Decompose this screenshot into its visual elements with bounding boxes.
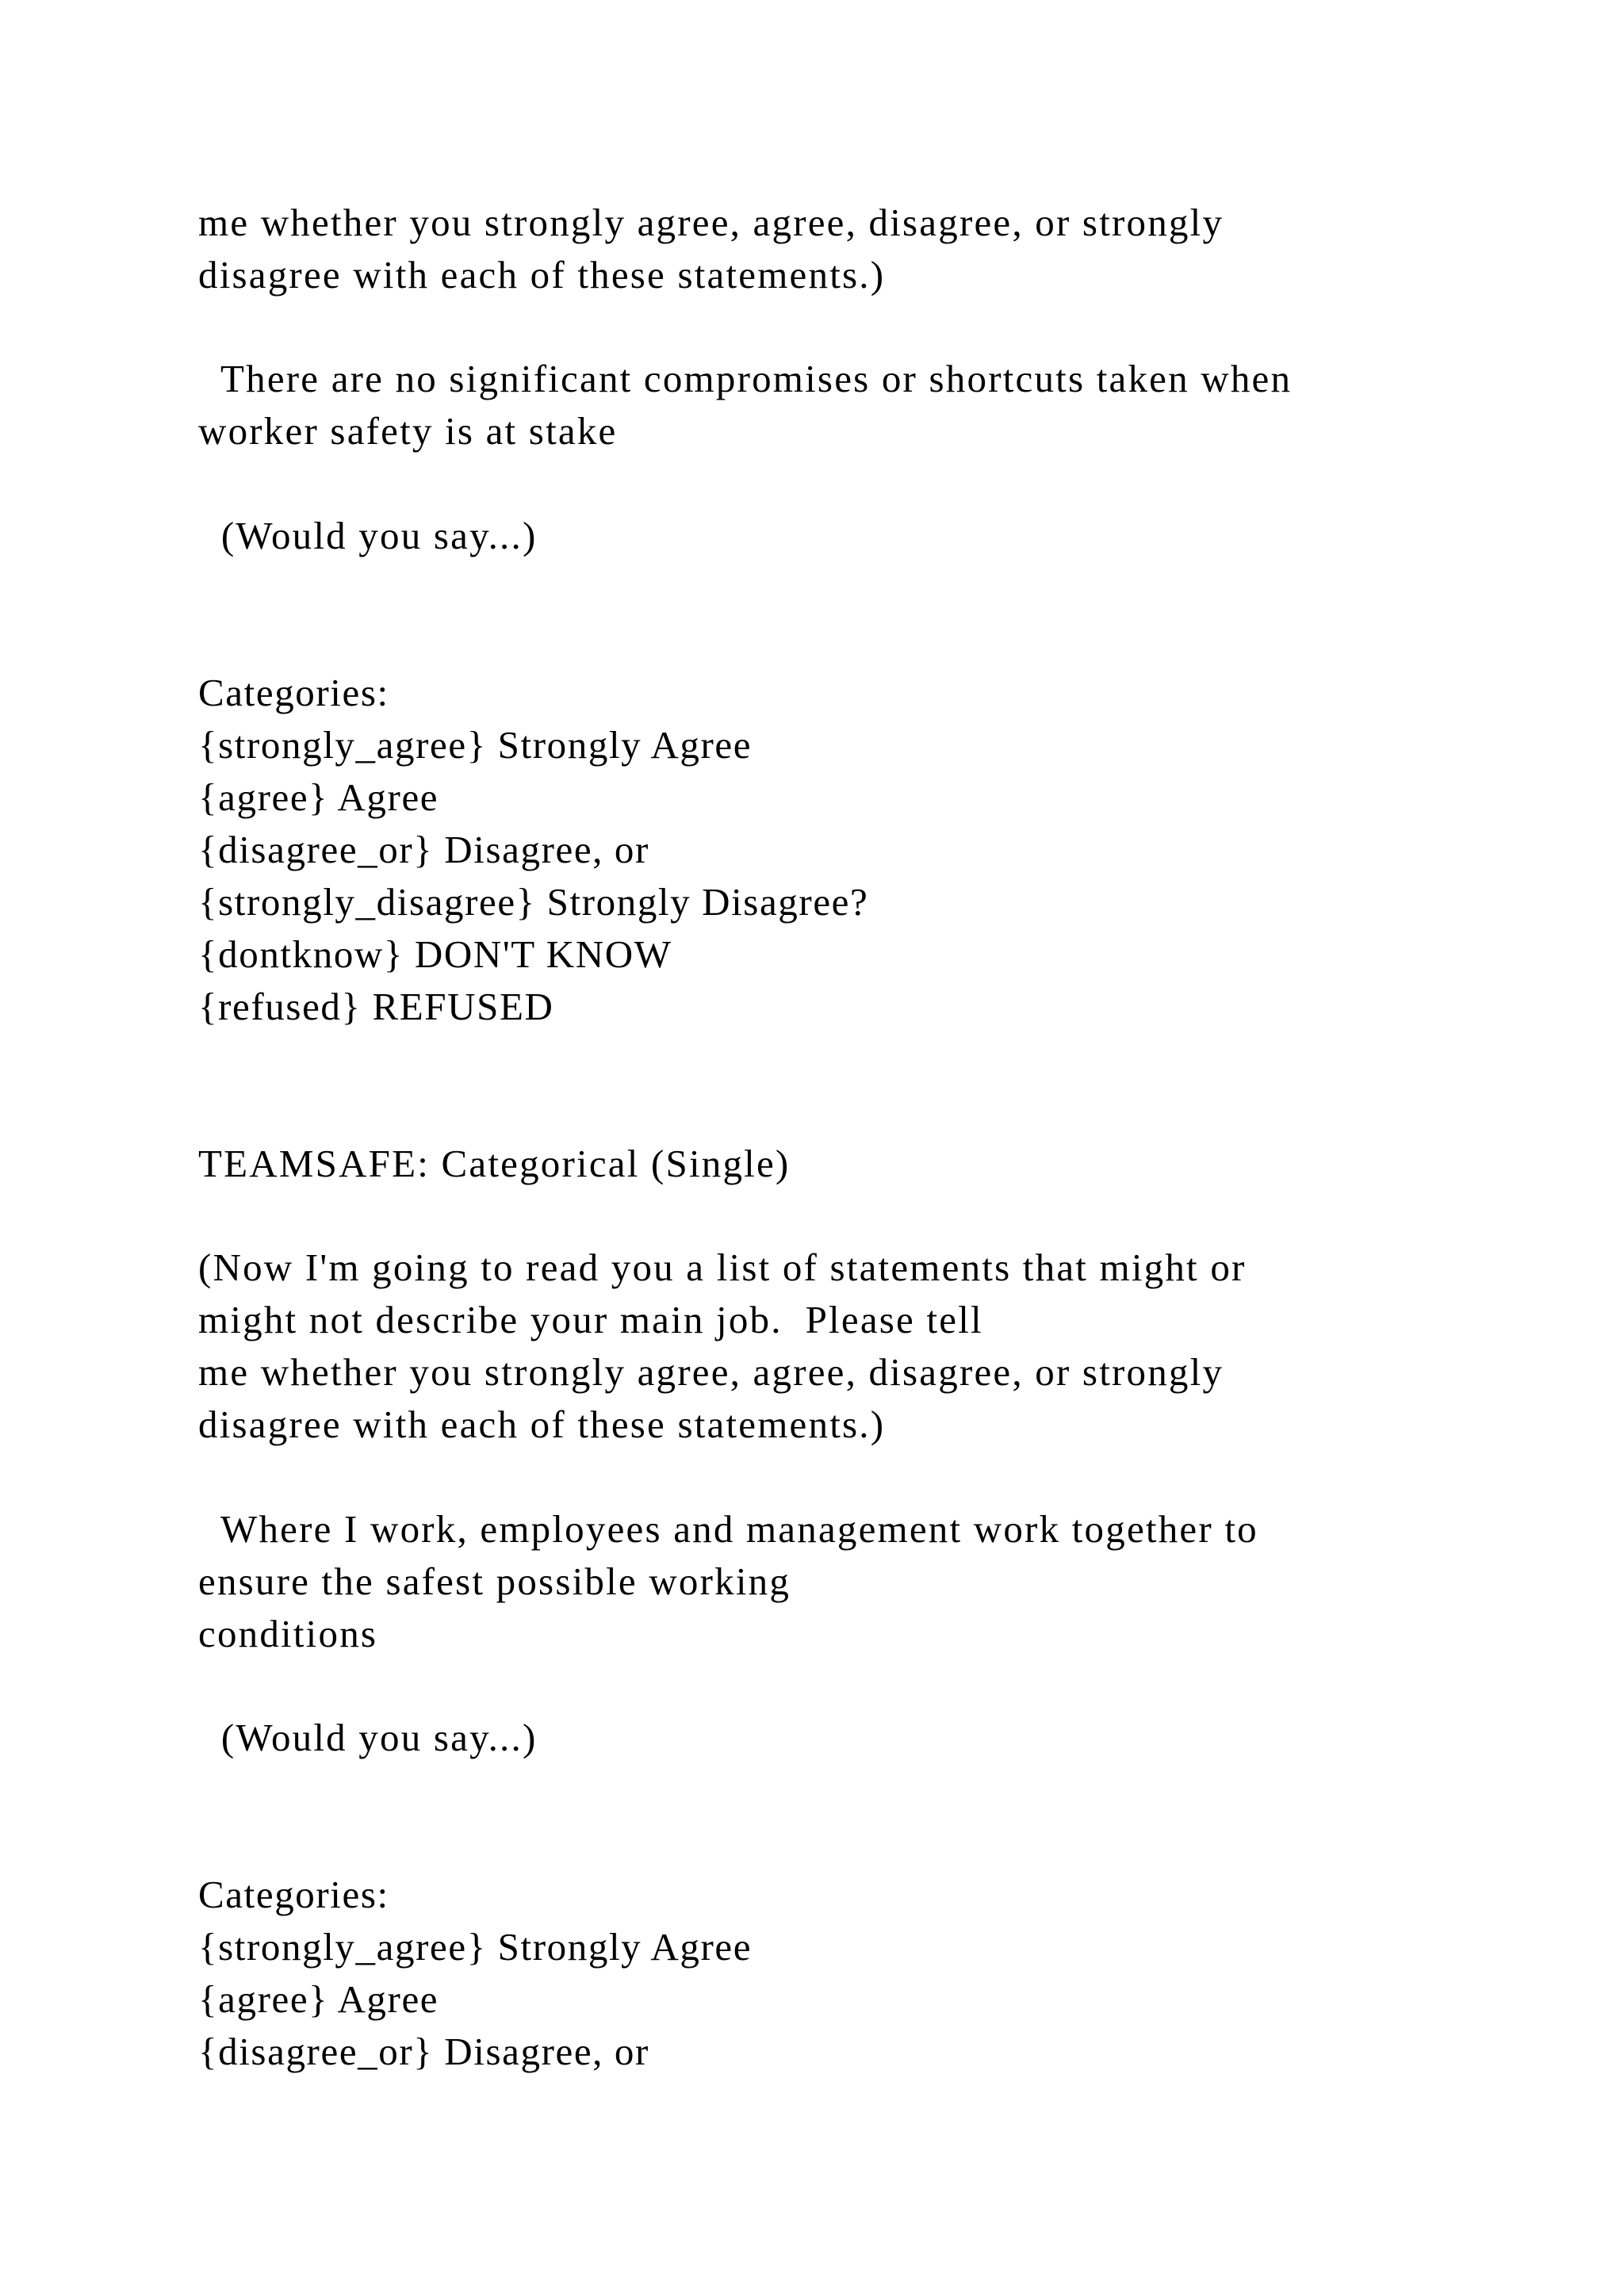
category-option: {strongly_agree} Strongly Agree [198, 723, 753, 767]
categories-heading: Categories: [198, 671, 389, 714]
prompt-text: (Would you say...) [198, 514, 538, 557]
category-option: {strongly_disagree} Strongly Disagree? [198, 880, 869, 924]
statement-text: Where I work, employees and management work together to [198, 1507, 1258, 1551]
prompt-text: (Would you say...) [198, 1716, 538, 1759]
category-option: {disagree_or} Disagree, or [198, 2030, 649, 2073]
statement-text: There are no significant compromises or shortcuts taken when [198, 357, 1293, 400]
statement-text: conditions [198, 1612, 378, 1655]
statement-text: ensure the safest possible working [198, 1559, 791, 1603]
text-line: (Now I'm going to read you a list of statements that might or [198, 1246, 1247, 1289]
text-line: me whether you strongly agree, agree, disagree, or strongly [198, 201, 1224, 244]
text-line: disagree with each of these statements.) [198, 253, 886, 297]
text-line: disagree with each of these statements.) [198, 1402, 886, 1446]
category-option: {agree} Agree [198, 775, 439, 819]
category-option: {agree} Agree [198, 1977, 439, 2021]
question-heading: TEAMSAFE: Categorical (Single) [198, 1142, 791, 1185]
text-line: me whether you strongly agree, agree, disagree, or strongly [198, 1350, 1224, 1394]
category-option: {refused} REFUSED [198, 985, 554, 1028]
categories-heading: Categories: [198, 1873, 389, 1916]
text-line: might not describe your main job. Please tell [198, 1298, 983, 1341]
category-option: {strongly_agree} Strongly Agree [198, 1925, 753, 1969]
category-option: {disagree_or} Disagree, or [198, 828, 649, 871]
category-option: {dontknow} DON'T KNOW [198, 932, 672, 976]
statement-text: worker safety is at stake [198, 409, 618, 453]
